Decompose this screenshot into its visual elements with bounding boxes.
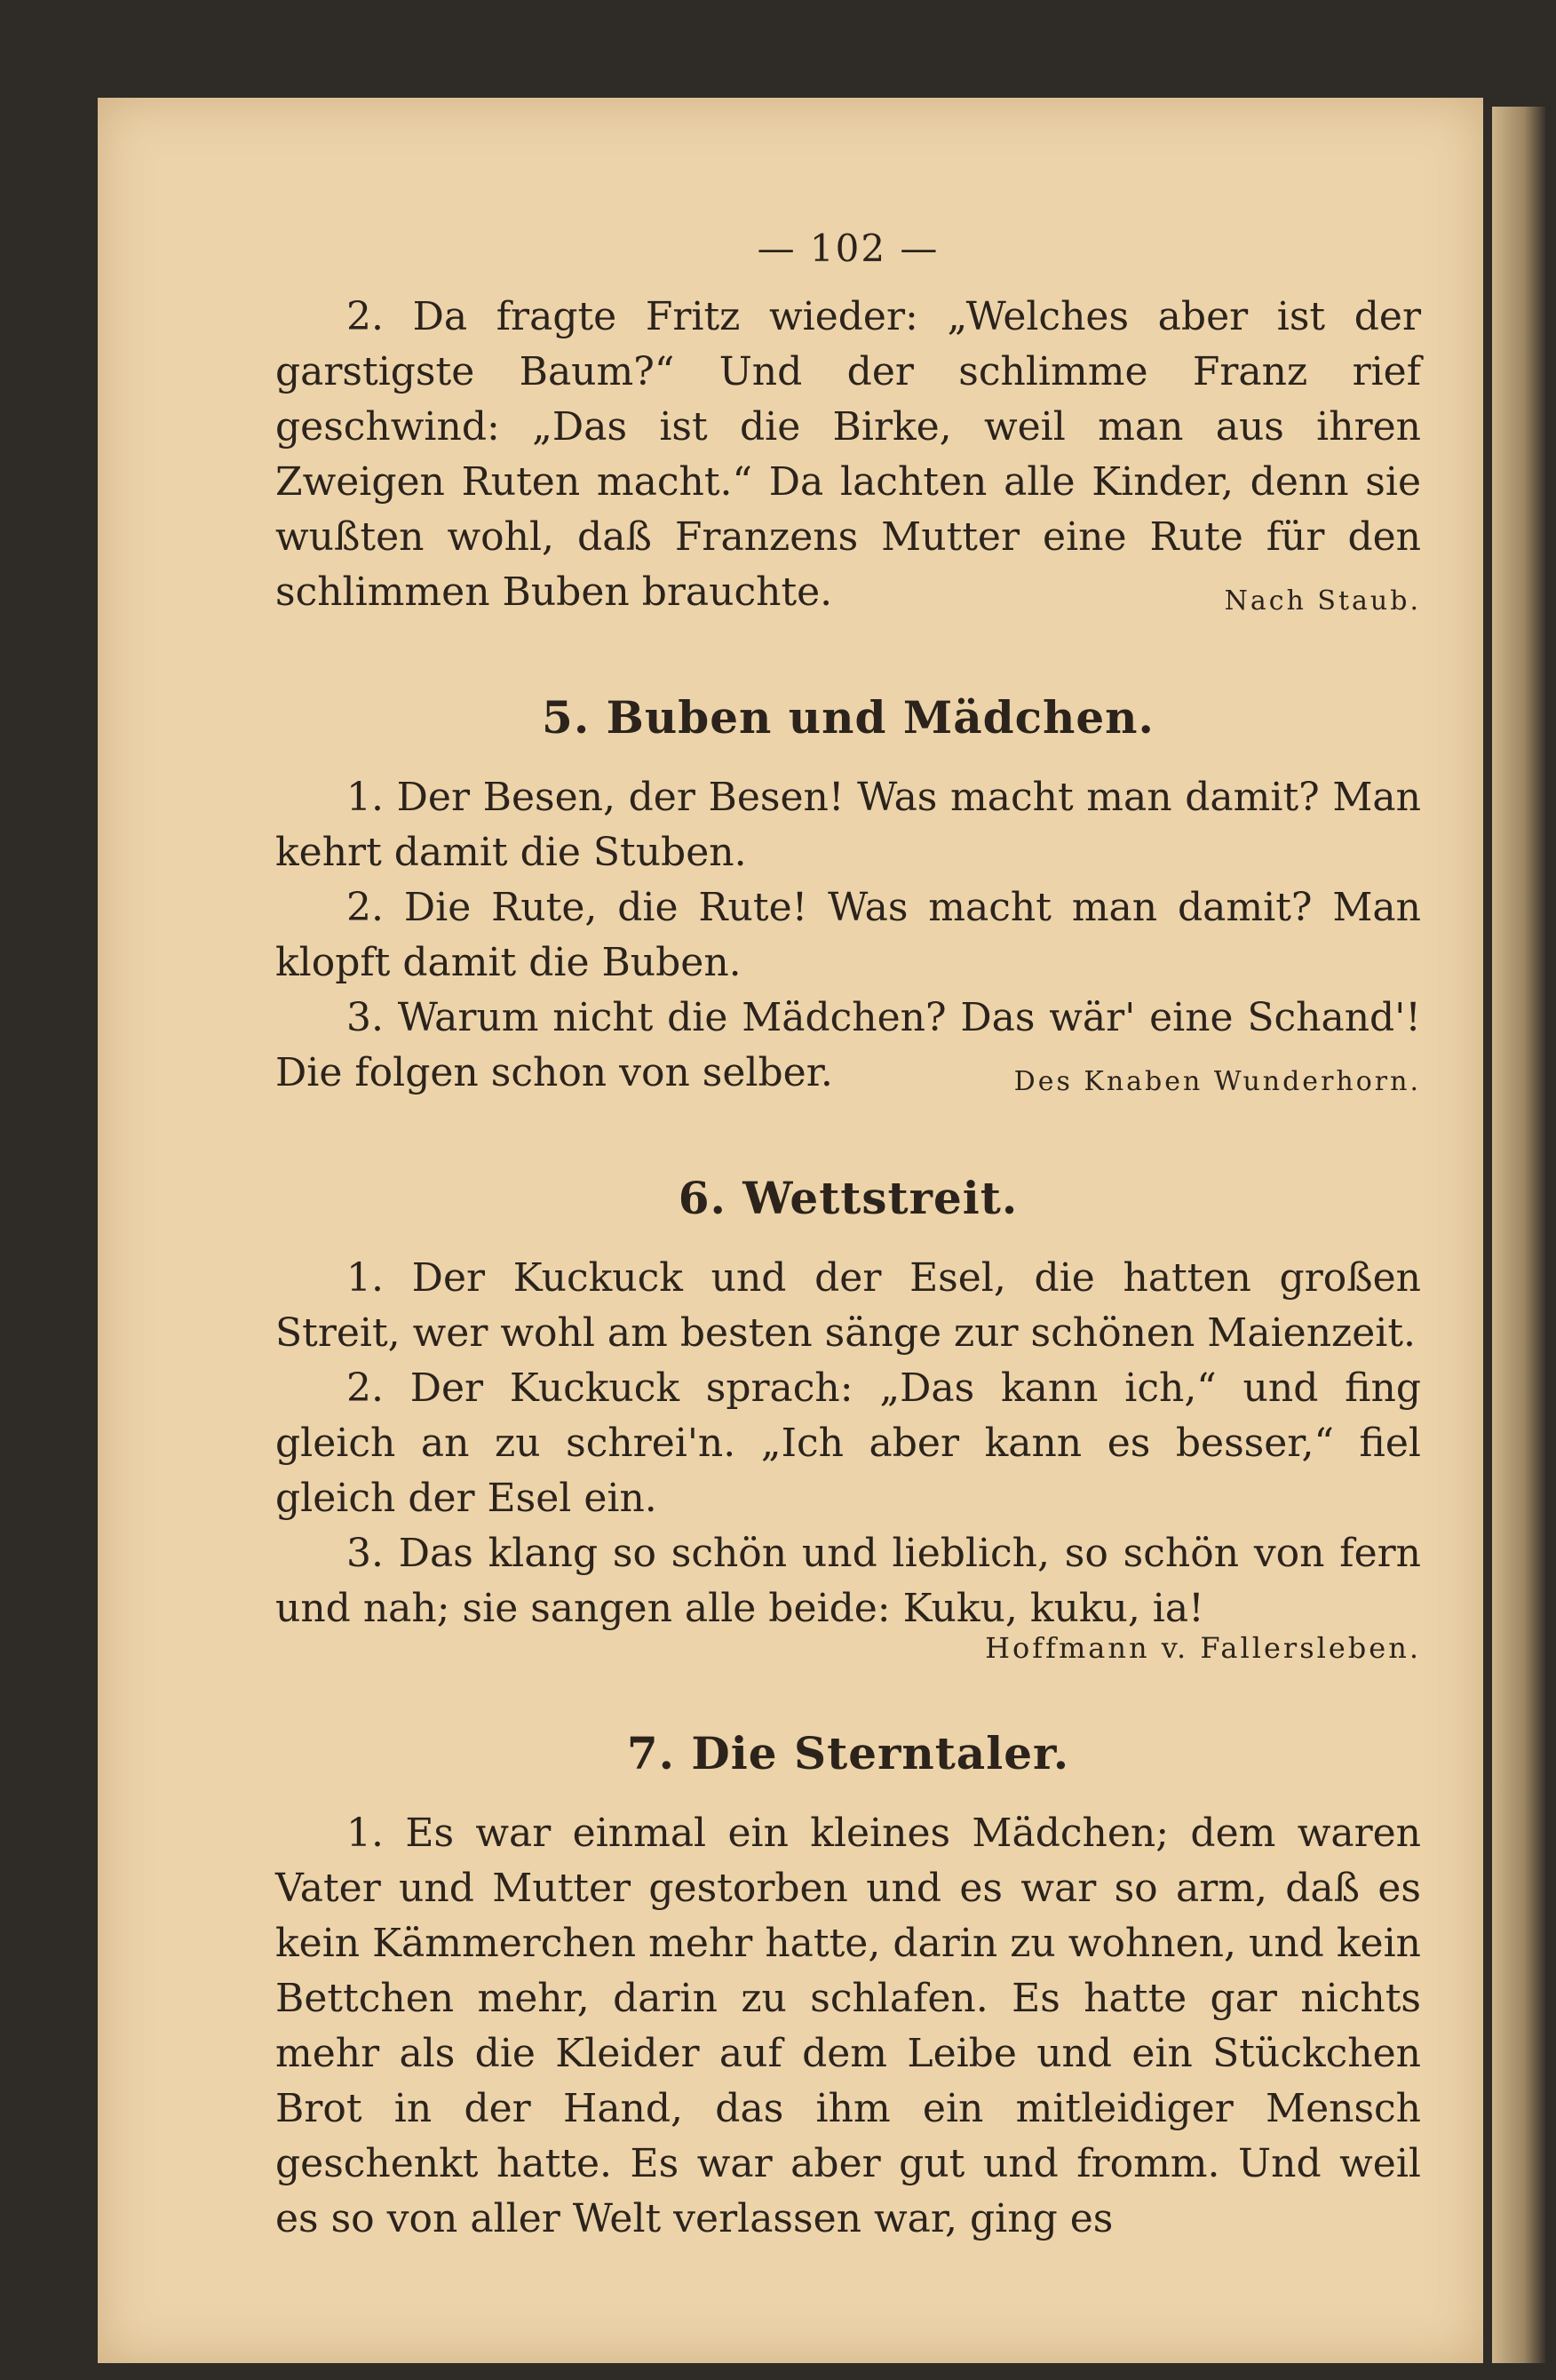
stanza: 2. Der Kuckuck sprach: „Das kann ich,“ und fing gleich an zu schrei'n. „Ich aber kann es besser,“ fiel gleich der Esel ein. bbox=[275, 1365, 1421, 1521]
intro-text: 2. Da fragte Fritz wieder: „Welches aber ist der garstigste Baum?“ Und der schlimme Franz rief geschwind: „Das ist die Birke, weil man aus ihren Zweigen Ruten macht.“ Da lachten alle Kinder, denn sie wußten wohl, daß Franzens Mutter eine Rute für den schlimmen Buben brauchte. bbox=[275, 294, 1421, 615]
intro-attribution: Nach Staub. bbox=[1224, 585, 1421, 617]
story-paragraph: 1. Es war einmal ein kleines Mädchen; dem waren Vater und Mutter gestorben und es war so arm, daß es kein Kämmerchen mehr hatte, darin zu wohnen, und kein Bettchen mehr, darin zu schlafen. Es hatte gar nichts mehr als die Kleider auf dem Leibe und ein Stückchen Brot in der Hand, das ihm ein mitleidiger Mensch geschenkt hatte. Es war aber gut und fromm. Und weil es so von aller Welt verlassen war, ging es bbox=[275, 1811, 1421, 2241]
page-content bbox=[275, 227, 1421, 2247]
section-sterntaler bbox=[275, 1727, 1421, 2247]
stanza bbox=[275, 991, 1421, 1101]
stanza-text: 3. Warum nicht die Mädchen? Das wär' eine Schand'! Die folgen schon von selber. bbox=[275, 995, 1421, 1095]
section-attribution: Des Knaben Wunderhorn. bbox=[1013, 1066, 1421, 1097]
intro-paragraph-block bbox=[275, 290, 1421, 629]
page-number: — 102 — bbox=[757, 227, 940, 270]
section-wettstreit bbox=[275, 1172, 1421, 1665]
page-edge bbox=[1492, 107, 1545, 2363]
section-attribution: Hoffmann v. Fallersleben. bbox=[985, 1631, 1421, 1665]
section-buben-und-maedchen bbox=[275, 691, 1421, 1110]
section-title: 6. Wettstreit. bbox=[678, 1172, 1019, 1224]
stanza: 2. Die Rute, die Rute! Was macht man damit? Man klopft damit die Buben. bbox=[275, 885, 1421, 985]
section-title: 5. Buben und Mädchen. bbox=[542, 691, 1155, 744]
section-title: 7. Die Sterntaler. bbox=[626, 1727, 1070, 1779]
intro-paragraph bbox=[275, 290, 1421, 620]
stanza: 1. Der Besen, der Besen! Was macht man damit? Man kehrt damit die Stuben. bbox=[275, 775, 1421, 875]
stanza: 3. Das klang so schön und lieblich, so schön von fern und nah; sie sangen alle beide: Kuku, kuku, ia! bbox=[275, 1531, 1421, 1631]
stanza: 1. Der Kuckuck und der Esel, die hatten großen Streit, wer wohl am besten sänge zur schönen Maienzeit. bbox=[275, 1255, 1421, 1356]
